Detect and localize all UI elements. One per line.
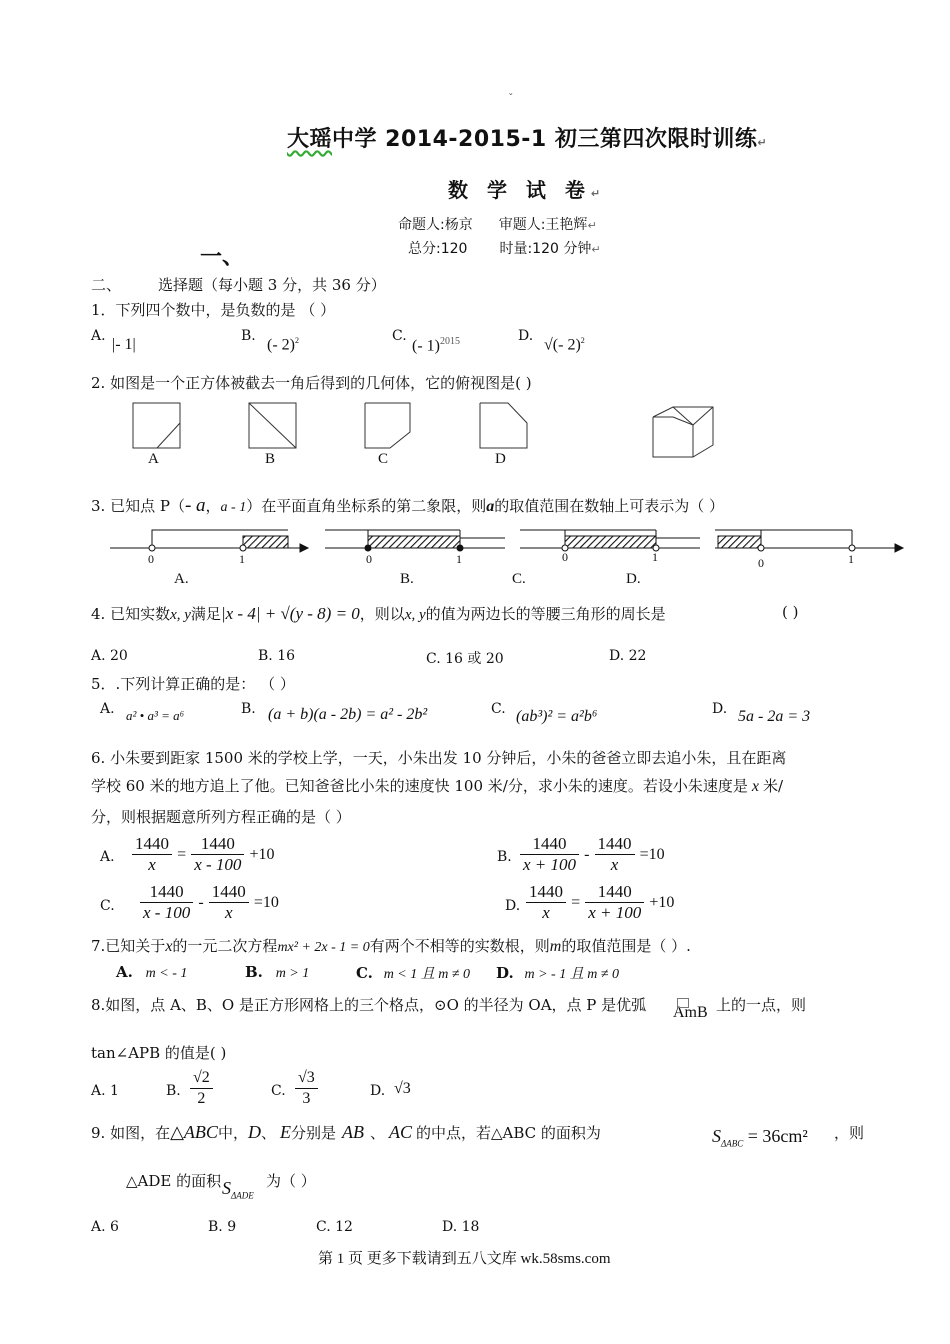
q3-p2: a - 1 [220, 500, 247, 515]
q9-line-2a: △ADE 的面积 [126, 1172, 222, 1190]
q3-number-lines [100, 518, 910, 568]
time-limit: 时量:120 分钟 [499, 241, 592, 257]
q8-option-c-expr [295, 1068, 318, 1109]
q1-stem: 1．下列四个数中，是负数的是 （ ） [91, 301, 336, 319]
q9-dun-2: 、 [369, 1124, 385, 1142]
q3-label-d: D. [626, 571, 641, 587]
q7-stem [91, 935, 691, 956]
return-mark: ↵ [591, 243, 601, 256]
q6-option-c-label: C. [100, 898, 115, 914]
q1-option-d-label: D. [518, 328, 534, 344]
q8-option-c-label: C. [271, 1083, 286, 1099]
q3-stem-a: 3. 已知点 P（ [91, 497, 185, 515]
q2-figures [120, 395, 740, 475]
q4-option-d: D. 22 [609, 648, 647, 664]
q1-option-b-label: B. [241, 328, 256, 344]
q2-label-b: B [265, 451, 276, 467]
q6-c-tail: =10 [253, 894, 279, 911]
q6-c-num-1: 1440 [140, 882, 193, 903]
q3-line-c [520, 530, 700, 551]
q1-option-d [544, 336, 585, 354]
q7-option-d-label: D. [496, 964, 514, 982]
q7-option-b-expr: m > 1 [275, 966, 310, 981]
q9-ab: AB [341, 1122, 364, 1142]
q9-s-val: = 36cm² [747, 1126, 808, 1146]
q7-option-d-expr: m > - 1 且 m ≠ 0 [524, 967, 619, 982]
q3-c-tick-1: 1 [652, 550, 658, 564]
q1-option-a-expr: |- 1| [112, 336, 136, 353]
q9-s: S [712, 1126, 721, 1146]
q7-option-a [116, 963, 187, 982]
q8-c-num: √3 [295, 1068, 318, 1089]
q6-b-minus: - [584, 846, 590, 863]
q7-eq: mx² + 2x - 1 = 0 [277, 940, 370, 955]
q9-dun: 、 [260, 1124, 276, 1142]
q3-sep: ， [205, 497, 221, 515]
q6-a-num-2: 1440 [191, 834, 244, 855]
q8-arc [673, 1004, 708, 1022]
q9-stem-b: 中， [217, 1124, 248, 1142]
q9-s2-sub: ΔADE [231, 1190, 254, 1201]
q8-option-d-label: D. [370, 1083, 386, 1099]
q1-option-b-sup: 2 [294, 336, 299, 345]
q7-stem-c: 有两个不相等的实数根，则 [369, 937, 550, 955]
q3-label-a: A. [174, 571, 189, 587]
page-subtitle [448, 174, 606, 203]
q6-b-frac-2 [595, 834, 635, 875]
q2-label-c: C [378, 451, 389, 467]
q9-area-expr [712, 1126, 808, 1149]
q6-b-frac-1 [520, 834, 579, 875]
q7-var: x [165, 938, 173, 955]
q5-option-a-label: A. [100, 701, 115, 717]
q3-a-tick-0: 0 [148, 552, 154, 566]
q4-option-c: C. 16 或 20 [426, 651, 504, 667]
q3-line-d [715, 530, 903, 552]
return-mark: ↵ [587, 219, 597, 232]
q2-solid-figure [653, 407, 713, 457]
q8-stem-b: 上的一点，则 [716, 996, 807, 1014]
q9-s-sub: ΔABC [721, 1138, 744, 1149]
q7-option-c-expr: m < 1 且 m ≠ 0 [383, 967, 471, 982]
q6-d-eq: = [571, 894, 581, 911]
q8-option-b-expr [190, 1068, 213, 1109]
q3-stem-b: ）在平面直角坐标系的第二象限，则 [246, 497, 487, 515]
q9-e: E [279, 1122, 291, 1142]
q4-expr: |x - 4| + √(y - 8) = 0 [220, 604, 360, 623]
q8-stem-2: tan∠APB 的值是( ) [91, 1044, 227, 1062]
q3-d-tick-0: 0 [758, 556, 764, 570]
title-rest: 中学 2014-2015-1 初三第四次限时训练 [332, 127, 758, 152]
q6-d-frac-2 [585, 882, 644, 923]
q5-option-a-expr: a² • a³ = a⁶ [126, 708, 185, 723]
q3-b-tick-1: 1 [456, 552, 462, 566]
q4-stem-d: 的值为两边长的等腰三角形的周长是 [425, 605, 666, 623]
q8-b-den: 2 [197, 1090, 206, 1107]
q8-option-a: A. 1 [91, 1083, 119, 1099]
q6-option-c-expr [140, 882, 279, 923]
q7-option-d [496, 963, 619, 983]
page-title [287, 122, 767, 153]
q5-option-d-expr: 5a - 2a = 3 [738, 708, 811, 725]
q6-b-den-2: x [610, 855, 619, 874]
q6-c-frac-1 [140, 882, 193, 923]
q6-c-num-2: 1440 [209, 882, 249, 903]
section-title: 选择题（每小题 3 分，共 36 分） [158, 276, 386, 294]
q6-d-num-1: 1440 [526, 882, 566, 903]
q9-option-b: B. 9 [208, 1219, 237, 1235]
q9-ac: AC [389, 1122, 413, 1142]
q3-line-a [110, 530, 308, 552]
q1-option-b [267, 336, 299, 354]
q3-label-b: B. [400, 571, 414, 587]
q4-vars: x, y [170, 607, 191, 623]
q3-stem-c: 的取值范围在数轴上可表示为（ ） [494, 497, 725, 515]
q3-d-tick-1: 1 [848, 552, 854, 566]
q3-p1: - a [184, 495, 206, 516]
page-footer: 第 1 页 更多下载请到五八文库 wk.58sms.com [318, 1251, 611, 1267]
q9-stem-a: 9. 如图，在 [91, 1124, 171, 1142]
q8-option-b-label: B. [166, 1083, 181, 1099]
q9-option-c: C. 12 [316, 1219, 353, 1235]
q6-b-num-1: 1440 [520, 834, 579, 855]
author: 命题人:杨京 [398, 217, 473, 233]
score-line [408, 238, 601, 258]
header-dot: ˇ [508, 92, 514, 105]
q9-option-d: D. 18 [442, 1219, 480, 1235]
q6-line-2b: 米/ [762, 777, 784, 795]
q1-option-c-expr: (- 1) [412, 337, 440, 355]
q6-line-2a: 学校 60 米的地方追上了他。已知爸爸比小朱的速度快 100 米/分，求小朱的速度。若设小朱速度是 [91, 777, 748, 795]
q8-arc-text: AmB [673, 1004, 708, 1021]
q6-option-b-label: B. [497, 849, 512, 865]
q5-option-d-label: D. [712, 701, 728, 717]
q3-c-tick-0: 0 [562, 550, 568, 564]
section-number-two: 二、 [91, 276, 122, 294]
q3-b-tick-0: 0 [366, 552, 372, 566]
q5-option-c-label: C. [491, 701, 506, 717]
q8-b-num: √2 [190, 1068, 213, 1089]
q7-option-b-label: B. [245, 963, 263, 981]
q3-line-b [325, 530, 505, 551]
q4-stem-a: 4. 已知实数 [91, 605, 171, 623]
q5-option-c-expr: (ab³)² = a²b⁶ [516, 708, 598, 725]
q6-option-b-expr [520, 834, 665, 875]
q1-option-a-label: A. [91, 328, 106, 344]
q7-option-c-label: C. [356, 964, 373, 982]
q2-view-c [365, 403, 410, 448]
q9-area-ade [222, 1178, 254, 1201]
q3-label-c: C. [512, 571, 526, 587]
q5-stem: 5．.下列计算正确的是： （ ） [91, 675, 295, 693]
q6-b-den-1: x + 100 [523, 855, 577, 874]
arc-symbol-icon [677, 998, 689, 1008]
q6-c-frac-2 [209, 882, 249, 923]
q7-option-c [356, 963, 470, 983]
q6-a-num-1: 1440 [132, 834, 172, 855]
q1-option-b-expr: (- 2) [267, 336, 295, 354]
q6-a-eq: = [177, 846, 187, 863]
q6-var: x [751, 778, 759, 795]
q9-line-2b: 为（ ） [266, 1172, 316, 1190]
q6-d-den-1: x [542, 903, 550, 922]
q7-var-m: m [549, 938, 562, 955]
q4-option-a: A. 20 [91, 648, 128, 664]
q8-stem: 8.如图，点 A、B、O 是正方形网格上的三个格点，⊙O 的半径为 OA，点 P 是优弧 [91, 996, 647, 1014]
q7-stem-d: 的取值范围是（ ）. [561, 937, 691, 955]
q8-option-d-expr: √3 [394, 1080, 411, 1097]
q2-stem: 2. 如图是一个正方体被截去一角后得到的几何体，它的俯视图是( ) [91, 374, 532, 392]
title-school: 大瑶 [287, 127, 333, 152]
q9-s2: S [222, 1178, 231, 1198]
q9-option-a: A. 6 [91, 1219, 119, 1235]
q6-a-tail: +10 [249, 846, 275, 863]
q6-a-frac-2 [191, 834, 244, 875]
q6-option-a-expr [132, 834, 275, 875]
q6-a-frac-1 [132, 834, 172, 875]
q6-option-d-label: D. [505, 898, 521, 914]
q6-option-a-label: A. [100, 849, 115, 865]
q9-d: D [247, 1122, 261, 1142]
q6-c-den-1: x - 100 [143, 903, 191, 922]
q3-stem [91, 495, 724, 517]
q6-d-frac-1 [526, 882, 566, 923]
q3-var: a [486, 498, 495, 515]
subtitle-text: 数 学 试 卷 [448, 178, 591, 202]
q6-b-tail: =10 [639, 846, 665, 863]
q6-line-3: 分，则根据题意所列方程正确的是（ ） [91, 808, 351, 826]
q9-tri: △ABC [170, 1122, 218, 1142]
q6-c-den-2: x [224, 903, 233, 922]
q2-view-a [133, 403, 180, 448]
q6-d-tail: +10 [649, 894, 675, 911]
q1-option-c-sup: 2015 [439, 336, 460, 347]
q4-stem-b: 满足 [190, 605, 221, 623]
q7-option-b [245, 963, 309, 982]
q7-option-a-expr: m < - 1 [145, 966, 188, 981]
q5-option-b-expr: (a + b)(a - 2b) = a² - 2b² [268, 706, 428, 723]
q5-option-b-label: B. [241, 701, 256, 717]
q8-c-den: 3 [302, 1090, 311, 1107]
q6-a-den-1: x [148, 855, 156, 874]
q1-option-c-label: C. [392, 328, 407, 344]
q4-option-b: B. 16 [258, 648, 296, 664]
q6-option-d-expr [526, 882, 674, 923]
q6-d-num-2: 1440 [585, 882, 644, 903]
q9-stem [91, 1122, 601, 1143]
q6-line-1: 6. 小朱要到距家 1500 米的学校上学，一天，小朱出发 10 分钟后，小朱的爸爸立即去追小朱，且在距离 [91, 749, 787, 767]
q2-view-d [480, 403, 527, 448]
q1-option-c [412, 336, 460, 355]
q1-option-d-sup: 2 [580, 336, 585, 345]
q3-a-tick-1: 1 [239, 552, 245, 566]
q4-stem [91, 603, 666, 624]
q2-label-a: A [148, 451, 159, 467]
q6-c-minus: - [198, 894, 204, 911]
reviewer: 审题人:王艳辉 [498, 217, 588, 233]
q7-stem-b: 的一元二次方程 [172, 937, 278, 955]
return-mark: ↵ [757, 136, 768, 149]
q6-line-2 [91, 775, 783, 796]
return-mark: ↵ [590, 187, 607, 200]
q7-option-a-label: A. [116, 963, 133, 981]
q2-view-b [249, 403, 296, 448]
q4-vars-2: x, y [404, 607, 426, 623]
q6-d-den-2: x + 100 [588, 903, 642, 922]
q9-stem-e: ，则 [834, 1124, 865, 1142]
q2-label-d: D [495, 451, 506, 467]
q6-a-den-2: x - 100 [194, 855, 242, 874]
author-line [398, 214, 597, 234]
q4-stem-c: ，则以 [359, 605, 405, 623]
total-score: 总分:120 [408, 241, 468, 257]
section-number-one: 一、 [200, 245, 245, 270]
q9-stem-c: 分别是 [290, 1124, 336, 1142]
q9-stem-d: 的中点，若△ABC 的面积为 [416, 1124, 601, 1142]
q4-paren: ( ) [782, 603, 799, 621]
q7-stem-a: 7.已知关于 [91, 937, 166, 955]
q1-option-d-expr: √(- 2) [544, 336, 581, 354]
q6-b-num-2: 1440 [595, 834, 635, 855]
